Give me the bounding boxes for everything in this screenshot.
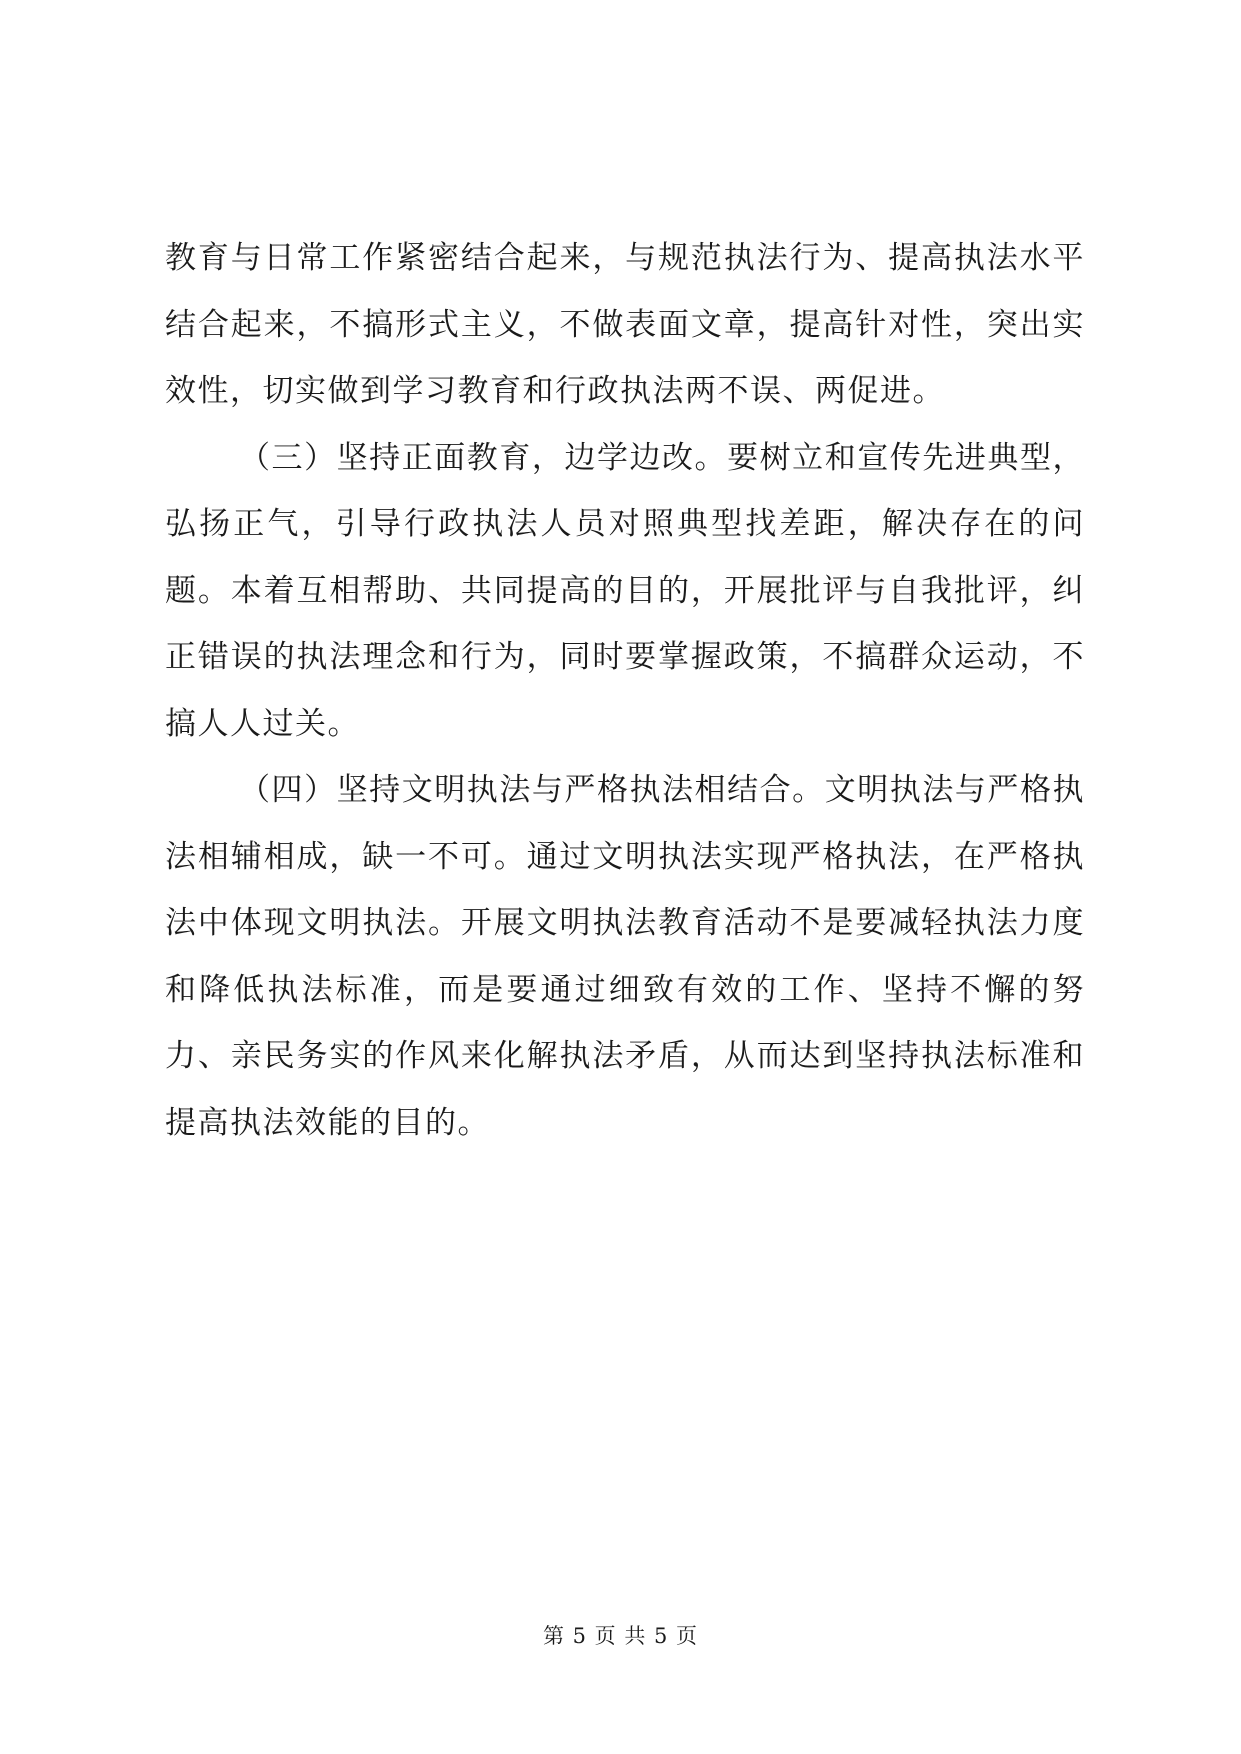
document-body — [165, 225, 1085, 1156]
paragraph-section-three: （三）坚持正面教育，边学边改。要树立和宣传先进典型，弘扬正气，引导行政执法人员对照典型找差距，解决存在的问题。本着互相帮助、共同提高的目的，开展批评与自我批评，纠正错误的执法理念和行为，同时要掌握政策，不搞群众运动，不搞人人过关。 — [165, 439, 1085, 742]
paragraph-continuation: 教育与日常工作紧密结合起来，与规范执法行为、提高执法水平结合起来，不搞形式主义，不做表面文章，提高针对性，突出实效性，切实做到学习教育和行政执法两不误、两促进。 — [165, 240, 1085, 409]
paragraph-section-four: （四）坚持文明执法与严格执法相结合。文明执法与严格执法相辅相成，缺一不可。通过文明执法实现严格执法，在严格执法中体现文明执法。开展文明执法教育活动不是要减轻执法力度和降低执法标准，而是要通过细致有效的工作、坚持不懈的努力、亲民务实的作风来化解执法矛盾，从而达到坚持执法标准和提高执法效能的目的。 — [165, 772, 1085, 1141]
page-footer: 第 5 页 共 5 页 — [542, 1624, 699, 1648]
